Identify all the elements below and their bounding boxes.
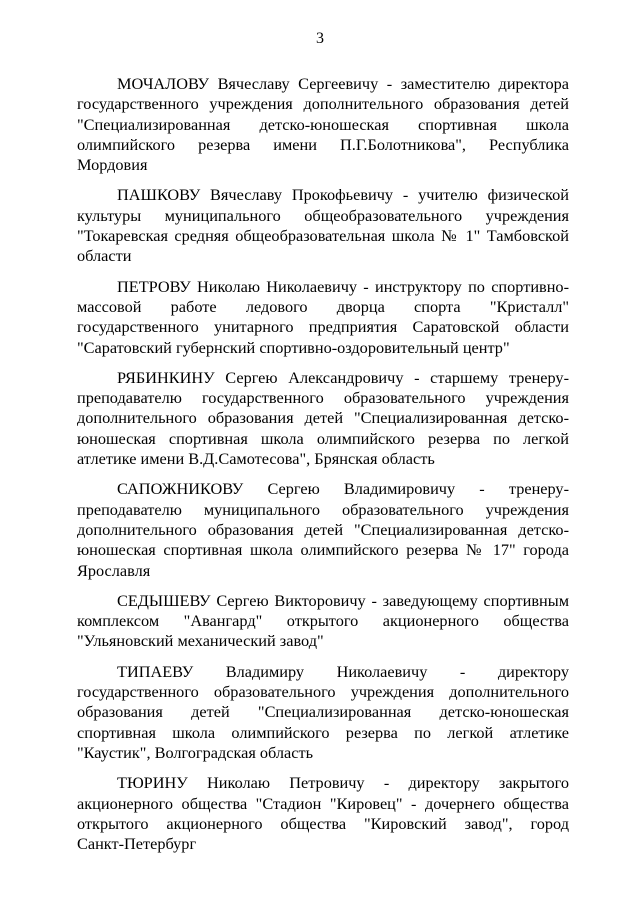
text-line: образования детей "Специализированная детско-юношеская — [77, 702, 569, 722]
text-line: ПАШКОВУ Вячеславу Прокофьевичу - учителю физической — [117, 185, 569, 205]
text-line: комплексом "Авангард" открытого акционерного общества — [77, 611, 569, 631]
text-line: СЕДЫШЕВУ Сергею Викторовичу - заведующему спортивным — [117, 590, 569, 610]
text-line: преподавателю муниципального образовательного учреждения — [77, 499, 569, 519]
text-line: дополнительного образования детей "Специализированная детско- — [77, 519, 569, 539]
text-line: "Каустик", Волгоградская область — [77, 742, 314, 762]
award-entry — [77, 591, 569, 652]
text-line: ПЕТРОВУ Николаю Николаевичу - инструктору по спортивно- — [117, 276, 569, 296]
text-line: государственного учреждения дополнительного образования детей — [77, 94, 569, 114]
text-line: преподавателю государственного образовательного учреждения — [77, 388, 569, 408]
text-line: дополнительного образования детей "Специализированная детско- — [77, 408, 569, 428]
text-line: Ярославля — [77, 560, 151, 580]
text-line: юношеская спортивная школа олимпийского резерва по легкой — [77, 428, 569, 448]
award-entry — [77, 368, 569, 469]
text-line: ТЮРИНУ Николаю Петровичу - директору закрытого — [117, 773, 569, 793]
text-line: области — [77, 246, 132, 266]
award-entry — [77, 479, 569, 580]
text-line: РЯБИНКИНУ Сергею Александровичу - старшему тренеру- — [117, 367, 569, 387]
award-entry — [77, 277, 569, 358]
award-entry — [77, 662, 569, 763]
document-body — [77, 74, 569, 864]
text-line: "Саратовский губернский спортивно-оздоровительный центр" — [77, 337, 510, 357]
text-line: массовой работе ледового дворца спорта "Кристалл" — [77, 296, 569, 316]
text-line: государственного образовательного учреждения дополнительного — [77, 682, 569, 702]
text-line: спортивная школа олимпийского резерва по легкой атлетике — [77, 722, 569, 742]
award-entry — [77, 74, 569, 175]
text-line: "Токаревская средняя общеобразовательная школа № 1" Тамбовской — [77, 226, 569, 246]
text-line: "Ульяновский механический завод" — [77, 631, 324, 651]
text-line: открытого акционерного общества "Кировский завод", город — [77, 813, 569, 833]
page-number: 3 — [316, 30, 324, 47]
text-line: юношеская спортивная школа олимпийского резерва № 17" города — [77, 540, 569, 560]
text-line: ТИПАЕВУ Владимиру Николаевичу - директору — [117, 661, 569, 681]
text-line: Санкт-Петербург — [77, 834, 197, 854]
award-entry — [77, 773, 569, 854]
text-line: МОЧАЛОВУ Вячеславу Сергеевичу - заместителю директора — [117, 74, 569, 93]
text-line: государственного унитарного предприятия Саратовской области — [77, 317, 569, 337]
award-entry — [77, 185, 569, 266]
text-line: культуры муниципального общеобразовательного учреждения — [77, 205, 569, 225]
text-line: САПОЖНИКОВУ Сергею Владимировичу - тренеру- — [117, 479, 569, 499]
text-line: Мордовия — [77, 155, 148, 175]
text-line: атлетике имени В.Д.Самотесова", Брянская область — [77, 449, 435, 469]
text-line: олимпийского резерва имени П.Г.Болотникова", Республика — [77, 134, 569, 154]
text-line: акционерного общества "Стадион "Кировец" - дочернего общества — [77, 793, 569, 813]
text-line: "Специализированная детско-юношеская спортивная школа — [77, 114, 569, 134]
